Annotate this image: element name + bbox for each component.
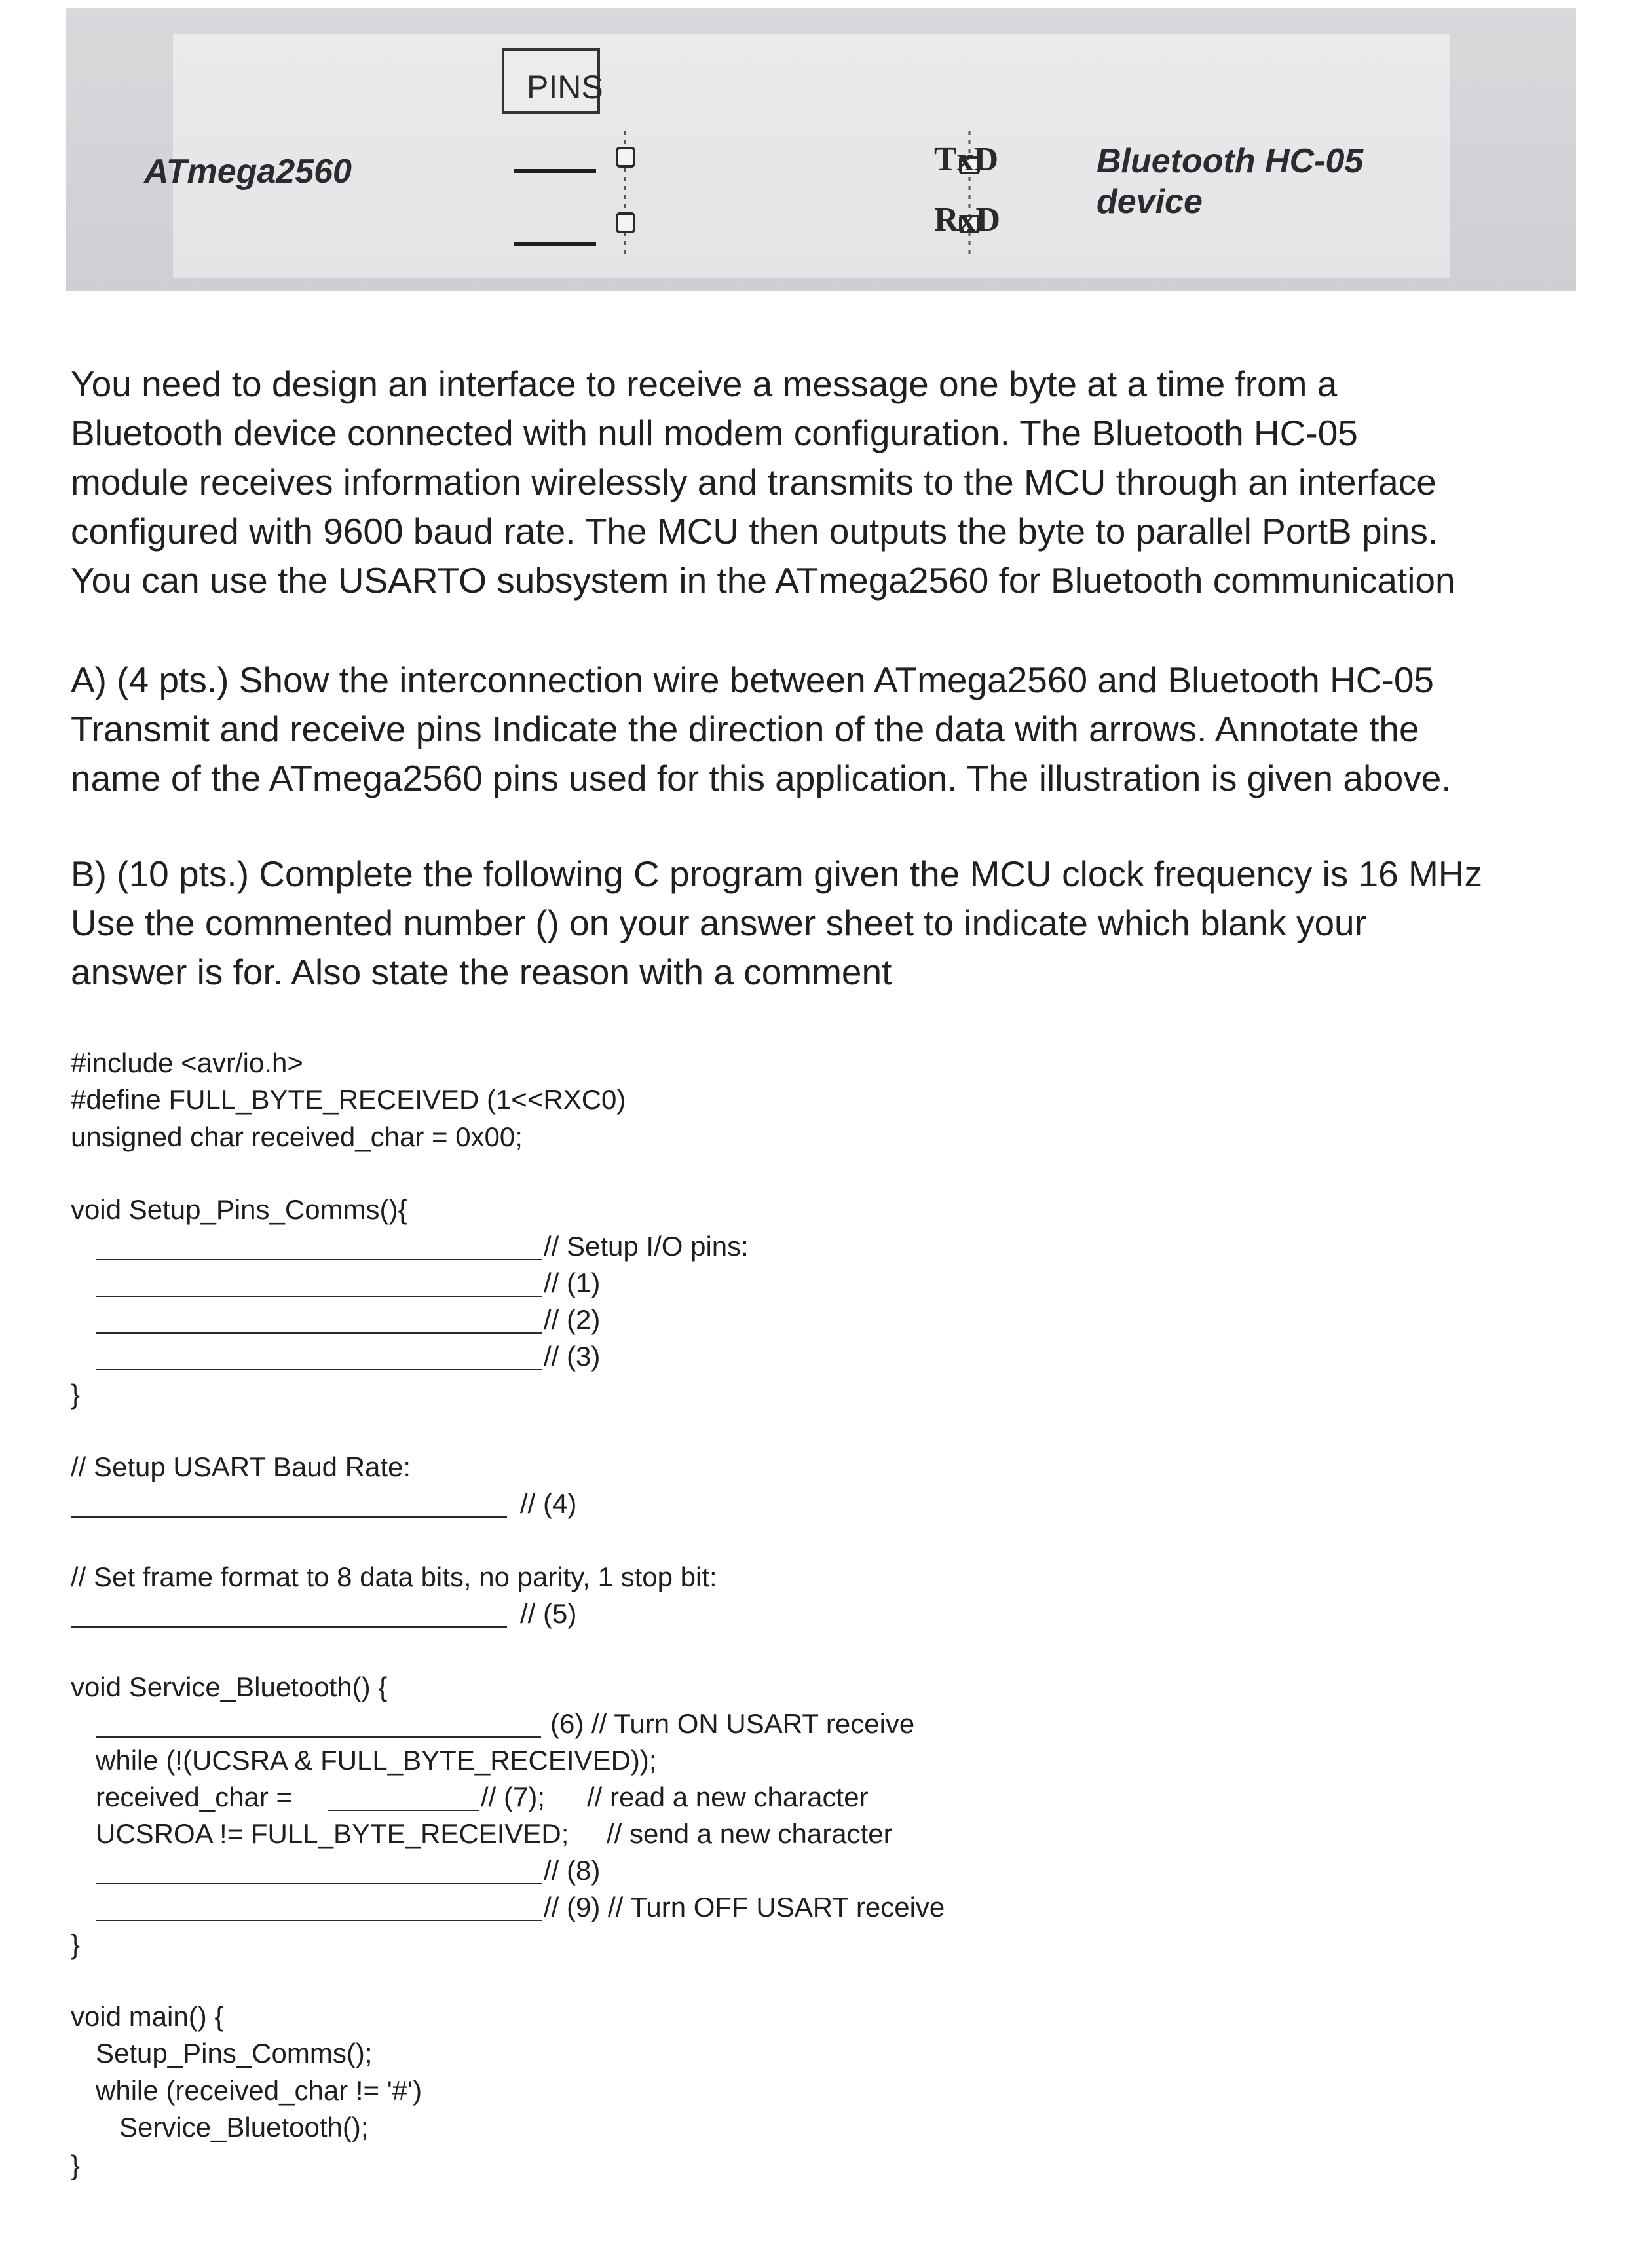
answer-blank-6[interactable] bbox=[96, 1736, 541, 1738]
code-main-call: Setup_Pins_Comms(); bbox=[96, 2038, 373, 2068]
code-main-while: while (received_char != '#') bbox=[96, 2075, 422, 2106]
pins-label: PINS bbox=[527, 69, 603, 105]
txd-label: TxD bbox=[934, 141, 999, 178]
code-close-brace: } bbox=[71, 1379, 81, 1410]
part-a-line: Transmit and receive pins Indicate the direction of the data with arrows. Annotate the bbox=[71, 709, 1419, 749]
wiring-diagram bbox=[0, 0, 1652, 301]
part-b-line: answer is for. Also state the reason with a comment bbox=[71, 952, 892, 992]
code-include: #include <avr/io.h> bbox=[71, 1047, 303, 1078]
code-variable: unsigned char received_char = 0x00; bbox=[71, 1121, 523, 1152]
code-service-signature: void Service_Bluetooth() { bbox=[71, 1672, 388, 1702]
code-close-brace: } bbox=[71, 2150, 81, 2180]
code-frame-comment: // Set frame format to 8 data bits, no parity, 1 stop bit: bbox=[71, 1561, 717, 1592]
part-a-question bbox=[71, 656, 1452, 803]
answer-blank-2[interactable] bbox=[96, 1332, 542, 1334]
code-define: #define FULL_BYTE_RECEIVED (1<<RXC0) bbox=[71, 1084, 626, 1115]
code-ucsr-line: UCSROA != FULL_BYTE_RECEIVED; bbox=[96, 1818, 569, 1849]
code-main-service: Service_Bluetooth(); bbox=[119, 2112, 369, 2142]
answer-blank-1[interactable] bbox=[96, 1296, 542, 1297]
intro-line: You can use the USARTO subsystem in the ATmega2560 for Bluetooth communication bbox=[71, 560, 1455, 601]
code-baud-comment: // Setup USART Baud Rate: bbox=[71, 1451, 411, 1482]
code-comment-send: // send a new character bbox=[607, 1818, 893, 1849]
code-comment-5: // (5) bbox=[520, 1598, 577, 1629]
rxd-label: RxD bbox=[934, 201, 1001, 238]
code-comment-2: // (2) bbox=[544, 1304, 601, 1335]
code-comment-3: // (3) bbox=[544, 1341, 601, 1372]
part-b-line: B) (10 pts.) Complete the following C program given the MCU clock frequency is 16 MHz bbox=[71, 853, 1483, 894]
code-comment-setup-io: // Setup I/O pins: bbox=[544, 1231, 749, 1262]
bluetooth-label: Bluetooth HC-05 bbox=[1097, 142, 1364, 180]
code-setup-signature: void Setup_Pins_Comms(){ bbox=[71, 1194, 407, 1225]
intro-line: Bluetooth device connected with null modem configuration. The Bluetooth HC-05 bbox=[71, 413, 1358, 453]
code-while-line: while (!(UCSRA & FULL_BYTE_RECEIVED)); bbox=[96, 1745, 657, 1776]
answer-blank-3[interactable] bbox=[96, 1369, 542, 1370]
bluetooth-label-device: device bbox=[1097, 183, 1203, 221]
part-a-line: name of the ATmega2560 pins used for this application. The illustration is given above. bbox=[71, 758, 1452, 798]
code-main-signature: void main() { bbox=[71, 2001, 224, 2032]
code-comment-1: // (1) bbox=[544, 1267, 601, 1298]
code-comment-6: (6) // Turn ON USART receive bbox=[550, 1708, 915, 1739]
part-b-line: Use the commented number () on your answer sheet to indicate which blank your bbox=[71, 903, 1366, 943]
mcu-pin-connector-top bbox=[617, 148, 634, 166]
code-comment-8: // (8) bbox=[544, 1855, 601, 1886]
answer-blank-8[interactable] bbox=[96, 1883, 542, 1884]
mcu-label: ATmega2560 bbox=[144, 153, 352, 191]
code-comment-9: // (9) // Turn OFF USART receive bbox=[544, 1892, 945, 1922]
code-comment-7: // (7); bbox=[481, 1782, 546, 1812]
part-b-question bbox=[71, 850, 1482, 997]
answer-blank-setup-io[interactable] bbox=[96, 1259, 542, 1260]
part-a-line: A) (4 pts.) Show the interconnection wire between ATmega2560 and Bluetooth HC-05 bbox=[71, 660, 1435, 700]
intro-line: module receives information wirelessly and transmits to the MCU through an interface bbox=[71, 462, 1436, 502]
answer-blank-5[interactable] bbox=[71, 1626, 507, 1628]
intro-line: configured with 9600 baud rate. The MCU then outputs the byte to parallel PortB pins. bbox=[71, 511, 1438, 552]
code-close-brace: } bbox=[71, 1929, 81, 1960]
code-comment-4: // (4) bbox=[520, 1488, 577, 1519]
answer-blank-9[interactable] bbox=[96, 1920, 542, 1921]
intro-line: You need to design an interface to receive a message one byte at a time from a bbox=[71, 364, 1338, 404]
code-comment-read: // read a new character bbox=[587, 1782, 869, 1812]
answer-blank-7[interactable] bbox=[328, 1810, 479, 1811]
intro-paragraph bbox=[71, 360, 1455, 605]
answer-blank-4[interactable] bbox=[71, 1516, 507, 1518]
code-received-assign: received_char = bbox=[96, 1782, 293, 1812]
mcu-pin-connector-bottom bbox=[617, 214, 634, 232]
